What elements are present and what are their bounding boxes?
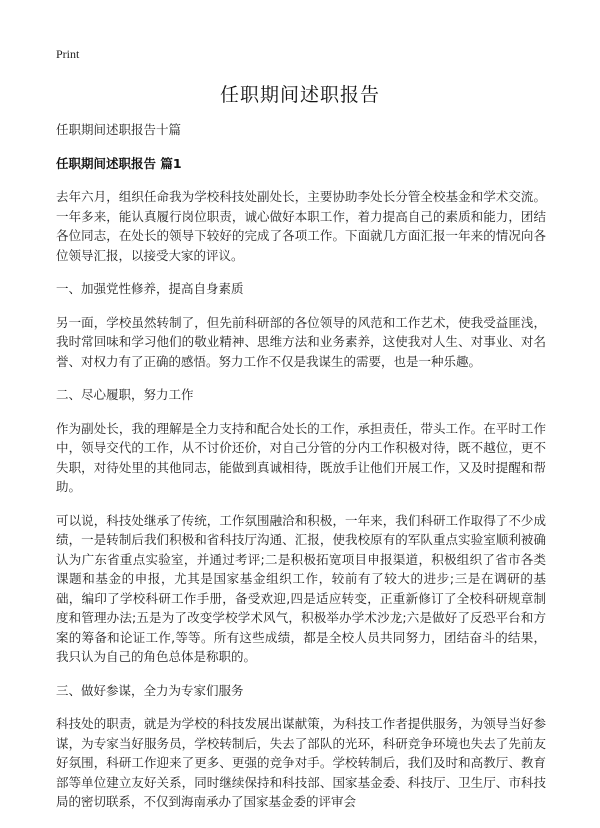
heading-party-spirit: 一、加强党性修养，提高自身素质	[56, 281, 244, 296]
document-title: 任职期间述职报告	[219, 84, 380, 106]
heading-duties: 二、尽心履职，努力工作	[56, 387, 194, 402]
paragraph-intro: 去年六月，组织任命我为学校科技处副处长，主要协助李处长分管全校基金和学术交流。一年多来，能认真履行岗位职责，诚心做好本职工作，着力提高自己的素质和能力，团结各位同志，在处长的领导下较好的完成了各项工作。下面就几方面汇报一年来的情况向各位领导汇报，以接受大家的评议。	[56, 189, 546, 263]
section-title: 任职期间述职报告 篇1	[56, 155, 182, 171]
paragraph-duties: 作为副处长，我的理解是全力支持和配合处长的工作，承担责任，带头工作。在平时工作中，领导交代的工作，从不讨价还价，对自己分管的分内工作积极对待，既不越位，更不失职，对待处里的其他同志，能做到真诚相待，既放手让他们开展工作，又及时提醒和帮助。	[56, 420, 546, 494]
document-body	[56, 120, 546, 826]
paragraph-advisory: 科技处的职责，就是为学校的科技发展出谋献策，为科技工作者提供服务，为领导当好参谋，为专家当好服务员，学校转制后，失去了部队的光环，科研竞争环境也失去了先前友好氛围，科研工作迎来了更多、更强的竞争对手。学校转制后，我们及时和高教厅、教育部等单位建立友好关系，同时继续保持和科技部、国家基金委、科技厅、卫生厅、市科技局的密切联系，不仅到海南承办了国家基金委的评审会	[56, 716, 546, 809]
print-link[interactable]: Print	[56, 47, 80, 61]
heading-advisory: 三、做好参谋，全力为专家们服务	[56, 682, 244, 698]
document-subtitle: 任职期间述职报告十篇	[56, 122, 182, 137]
paragraph-party-spirit: 另一面，学校虽然转制了，但先前科研部的各位领导的风范和工作艺术，使我受益匪浅，我时常回味和学习他们的敬业精神、思维方法和业务素养，这使我对人生、对事业、对名誉、对权力有了正确的感悟。努力工作不仅是我谋生的需要，也是一种乐趣。	[56, 314, 546, 369]
paragraph-achievements: 可以说，科技处继承了传统，工作氛围融洽和积极，一年来，我们科研工作取得了不少成绩，一是转制后我们积极和省科技厅沟通、汇报，使我校原有的军队重点实验室顺利被确认为广东省重点实验室，并通过考评;二是积极拓宽项目申报渠道，积极组织了省市各类课题和基金的申报，尤其是国家基金组织工作，较前有了较大的进步;三是在调研的基础，编印了学校科研工作手册，备受欢迎,四是适应转变，正重新修订了全校科研规章制度和管理办法;五是为了改变学校学术风气，积极举办学术沙龙;六是做好了反恐平台和方案的筹备和论证工作,等等。所有这些成绩，都是全校人员共同努力，团结奋斗的结果，我只认为自己的角色总体是称职的。	[56, 512, 546, 664]
